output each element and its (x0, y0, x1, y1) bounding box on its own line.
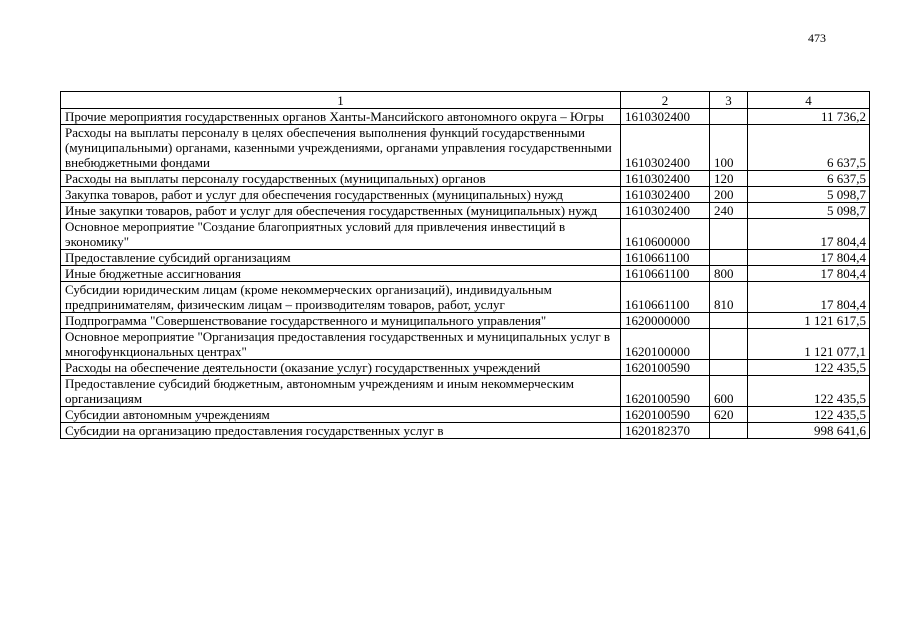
table-row (61, 376, 870, 407)
row-name: Субсидии юридическим лицам (кроме некоммерческих организаций), индивидуальным предпринимателям, физическим лицам – производителям товаров, работ, услуг (61, 282, 621, 313)
table-row (61, 313, 870, 329)
header-col-3: 3 (710, 92, 748, 109)
budget-table (60, 91, 870, 439)
row-sum: 1 121 077,1 (748, 329, 870, 360)
table-row (61, 407, 870, 423)
table-row (61, 250, 870, 266)
row-code: 1620100590 (621, 360, 710, 376)
row-sum: 998 641,6 (748, 423, 870, 439)
row-name: Субсидии автономным учреждениям (61, 407, 621, 423)
row-name: Закупка товаров, работ и услуг для обеспечения государственных (муниципальных) нужд (61, 187, 621, 203)
row-code: 1610661100 (621, 250, 710, 266)
row-type (710, 423, 748, 439)
row-type: 810 (710, 282, 748, 313)
table-row (61, 125, 870, 171)
header-col-2: 2 (621, 92, 710, 109)
row-name: Субсидии на организацию предоставления государственных услуг в (61, 423, 621, 439)
row-name: Расходы на выплаты персоналу в целях обеспечения выполнения функций государственными (муниципальными) органами, казенными учреждениями, органами управления государственными внебюджетными фондами (61, 125, 621, 171)
table-row (61, 219, 870, 250)
row-code: 1610661100 (621, 282, 710, 313)
row-sum: 122 435,5 (748, 407, 870, 423)
table-header-row (61, 92, 870, 109)
row-code: 1620100000 (621, 329, 710, 360)
row-type: 800 (710, 266, 748, 282)
row-code: 1610302400 (621, 125, 710, 171)
row-code: 1610302400 (621, 109, 710, 125)
header-col-1: 1 (61, 92, 621, 109)
row-type: 600 (710, 376, 748, 407)
row-name: Иные бюджетные ассигнования (61, 266, 621, 282)
row-type: 620 (710, 407, 748, 423)
row-type: 120 (710, 171, 748, 187)
row-name: Прочие мероприятия государственных органов Ханты-Мансийского автономного округа – Югры (61, 109, 621, 125)
row-type (710, 313, 748, 329)
row-sum: 122 435,5 (748, 360, 870, 376)
row-code: 1610302400 (621, 171, 710, 187)
row-sum: 6 637,5 (748, 171, 870, 187)
row-code: 1610600000 (621, 219, 710, 250)
table-row (61, 360, 870, 376)
row-type: 200 (710, 187, 748, 203)
header-col-4: 4 (748, 92, 870, 109)
row-name: Расходы на обеспечение деятельности (оказание услуг) государственных учреждений (61, 360, 621, 376)
row-code: 1610302400 (621, 203, 710, 219)
row-type: 240 (710, 203, 748, 219)
row-sum: 122 435,5 (748, 376, 870, 407)
row-code: 1620182370 (621, 423, 710, 439)
row-type (710, 250, 748, 266)
table-row (61, 282, 870, 313)
row-code: 1620100590 (621, 376, 710, 407)
row-sum: 17 804,4 (748, 250, 870, 266)
row-sum: 11 736,2 (748, 109, 870, 125)
table-row (61, 171, 870, 187)
table-row (61, 266, 870, 282)
row-name: Предоставление субсидий организациям (61, 250, 621, 266)
table-row (61, 187, 870, 203)
row-name: Основное мероприятие "Создание благоприятных условий для привлечения инвестиций в экономику" (61, 219, 621, 250)
row-sum: 6 637,5 (748, 125, 870, 171)
row-name: Иные закупки товаров, работ и услуг для обеспечения государственных (муниципальных) нужд (61, 203, 621, 219)
row-code: 1610302400 (621, 187, 710, 203)
table-row (61, 109, 870, 125)
table-row (61, 329, 870, 360)
row-type (710, 109, 748, 125)
row-type (710, 219, 748, 250)
row-sum: 1 121 617,5 (748, 313, 870, 329)
row-type (710, 329, 748, 360)
row-sum: 17 804,4 (748, 282, 870, 313)
table-row (61, 203, 870, 219)
row-type: 100 (710, 125, 748, 171)
row-name: Расходы на выплаты персоналу государственных (муниципальных) органов (61, 171, 621, 187)
row-name: Основное мероприятие "Организация предоставления государственных и муниципальных услуг в многофункциональных центрах" (61, 329, 621, 360)
row-sum: 17 804,4 (748, 266, 870, 282)
row-code: 1610661100 (621, 266, 710, 282)
row-type (710, 360, 748, 376)
row-name: Подпрограмма "Совершенствование государственного и муниципального управления" (61, 313, 621, 329)
row-sum: 5 098,7 (748, 203, 870, 219)
row-sum: 5 098,7 (748, 187, 870, 203)
row-sum: 17 804,4 (748, 219, 870, 250)
table-row (61, 423, 870, 439)
page-number: 473 (808, 31, 826, 45)
row-code: 1620000000 (621, 313, 710, 329)
row-code: 1620100590 (621, 407, 710, 423)
row-name: Предоставление субсидий бюджетным, автономным учреждениям и иным некоммерческим организациям (61, 376, 621, 407)
